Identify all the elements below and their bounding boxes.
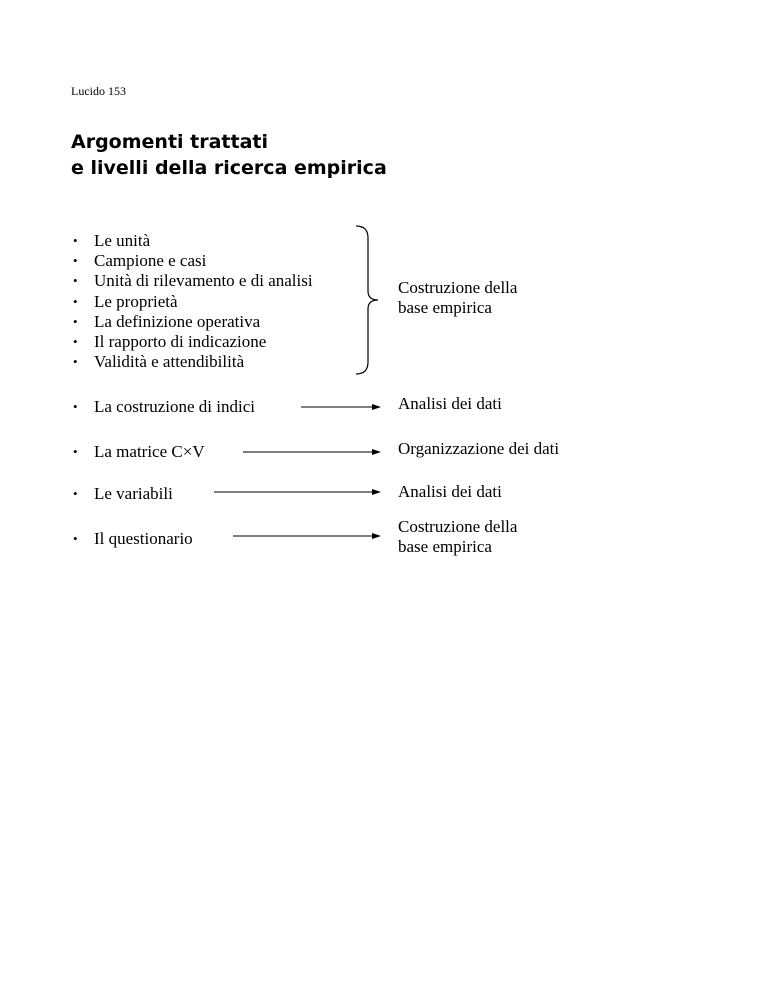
group-target-line-1: Costruzione della [398, 278, 518, 297]
arrow-right-icon [301, 402, 381, 412]
list-item [73, 312, 313, 332]
bullet-icon: • [73, 399, 78, 414]
bullet-icon: • [73, 233, 78, 248]
bullet-icon: • [73, 293, 78, 309]
arrow-right-icon [243, 447, 381, 457]
list-item-label: Le variabili [94, 484, 173, 503]
list-item-label: Validità e attendibilità [94, 352, 245, 372]
row-target-label [398, 517, 517, 557]
list-item-label: Le unità [94, 231, 151, 250]
bullet-icon: • [73, 273, 78, 289]
curly-brace-icon [354, 225, 384, 375]
list-item [73, 352, 313, 372]
list-item [73, 529, 193, 549]
group-target-line-2: base empirica [398, 298, 492, 317]
bullet-icon: • [73, 253, 78, 269]
row-target-line-1: Analisi dei dati [398, 394, 502, 413]
list-item-label: Unità di rilevamento e di analisi [94, 271, 313, 291]
list-item [73, 251, 313, 271]
bullet-icon: • [73, 334, 78, 350]
arrow-right-icon [214, 487, 381, 497]
list-item [73, 271, 313, 291]
row-target-label [398, 439, 559, 459]
list-item [73, 397, 255, 417]
slide-label: Lucido 153 [71, 84, 126, 98]
row-target-line-1: Analisi dei dati [398, 482, 502, 501]
row-target-line-1: Organizzazione dei dati [398, 439, 560, 458]
row-target-label [398, 482, 502, 502]
bullet-icon: • [73, 313, 78, 329]
topic-group-list [73, 231, 313, 372]
page-title [71, 129, 387, 181]
title-line-1: Argomenti trattati [71, 131, 269, 153]
list-item-label: La definizione operativa [94, 311, 261, 331]
list-item [73, 484, 173, 504]
list-item-label: La matrice C×V [94, 442, 205, 461]
row-target-label [398, 394, 502, 414]
bullet-icon: • [73, 354, 78, 370]
list-item-label: Campione e casi [94, 251, 207, 271]
list-item-label: La costruzione di indici [94, 397, 255, 416]
bullet-icon: • [73, 444, 78, 459]
group-target-label [398, 278, 517, 318]
row-target-line-2: base empirica [398, 537, 492, 556]
arrow-right-icon [233, 531, 381, 541]
list-item-label: Il rapporto di indicazione [94, 332, 267, 352]
list-item [73, 231, 313, 251]
bullet-icon: • [73, 486, 78, 501]
row-target-line-1: Costruzione della [398, 517, 518, 536]
list-item-label: Il questionario [94, 529, 193, 548]
title-line-2: e livelli della ricerca empirica [71, 157, 387, 179]
list-item-label: Le proprietà [94, 291, 178, 311]
list-item [73, 292, 313, 312]
list-item [73, 442, 205, 462]
list-item [73, 332, 313, 352]
bullet-icon: • [73, 531, 78, 546]
